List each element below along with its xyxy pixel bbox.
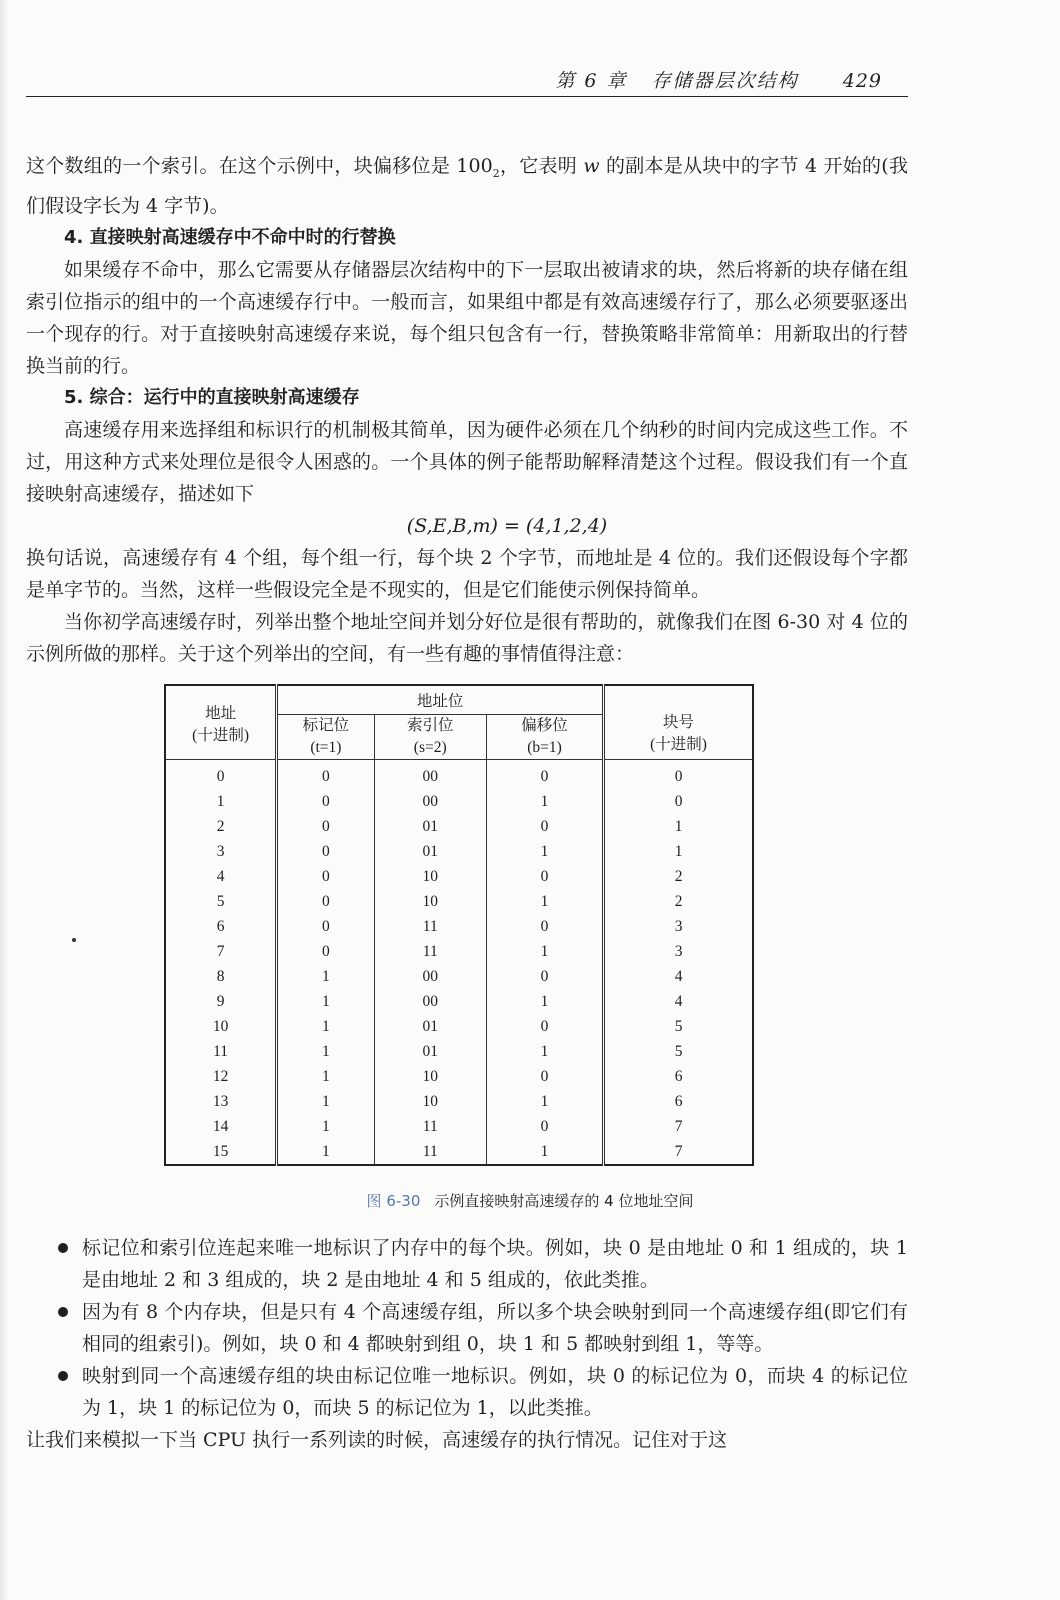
- paragraph-4: 换句话说，高速缓存有 4 个组，每个组一行，每个块 2 个字节，而地址是 4 位的。我们还假设每个字都是单字节的。当然，这样一些假设完全是不现实的，但是它们能使示例保持简单。: [26, 546, 908, 601]
- chapter-label: 第 6 章: [555, 70, 628, 92]
- table-row: [165, 1039, 753, 1064]
- table-cell: 0: [277, 814, 374, 839]
- bullet-item: 标记位和索引位连起来唯一地标识了内存中的每个块。例如，块 0 是由地址 0 和 1 组成的，块 1 是由地址 2 和 3 组成的，块 2 是由地址 4 和 5 组成的，依此类推。: [26, 1232, 908, 1296]
- table-cell: 4: [674, 967, 683, 985]
- table-cell: 3: [674, 942, 683, 960]
- figure-caption-text: 示例直接映射高速缓存的 4 位地址空间: [434, 1192, 694, 1210]
- table-cell: 5: [674, 1017, 683, 1035]
- table-cell: 01: [374, 839, 486, 864]
- table-cell: 5: [216, 892, 225, 910]
- table-cell: 1: [486, 889, 603, 914]
- table-cell: 11: [374, 1114, 486, 1139]
- closing-line: 让我们来模拟一下当 CPU 执行一系列读的时候，高速缓存的执行情况。记住对于这: [26, 1429, 728, 1451]
- table-row: [165, 1064, 753, 1089]
- col-index-header: 索引位 (s=2): [374, 715, 486, 760]
- table-cell: 1: [277, 989, 374, 1014]
- table-cell: 2: [674, 867, 683, 885]
- stray-mark: [72, 938, 76, 942]
- table-cell: 0: [277, 889, 374, 914]
- section-heading-5: 5. 综合：运行中的直接映射高速缓存: [64, 386, 360, 408]
- table-cell: 01: [374, 814, 486, 839]
- table-cell: 0: [674, 792, 683, 810]
- paragraph-1: 这个数组的一个索引。在这个示例中，块偏移位是 $100_2$，它表明 w 的副本是从块中的字节 4 开始的(我们假设字长为 4 字节)。: [26, 155, 908, 217]
- table-cell: 0: [277, 789, 374, 814]
- table-row: [165, 789, 753, 814]
- table-row: [165, 914, 753, 939]
- paragraph-3: 高速缓存用来选择组和标识行的机制极其简单，因为硬件必须在几个纳秒的时间内完成这些工作。不过，用这种方式来处理位是很令人困惑的。一个具体的例子能帮助解释清楚这个过程。假设我们有一个直接映射高速缓存，描述如下: [26, 418, 908, 505]
- bullet-dot: [58, 1307, 68, 1317]
- page-number: 429: [842, 70, 882, 92]
- table-row: [165, 814, 753, 839]
- table-row: [165, 1139, 753, 1165]
- table-cell: 0: [486, 1014, 603, 1039]
- bullet-item: 映射到同一个高速缓存组的块由标记位唯一地标识。例如，块 0 的标记位为 0，而块 4 的标记位为 1，块 1 的标记位为 0，而块 5 的标记位为 1，以此类推。: [26, 1360, 908, 1424]
- table-cell: 1: [277, 1139, 374, 1165]
- table-cell: 1: [277, 1114, 374, 1139]
- table-cell: 15: [212, 1142, 229, 1160]
- table-cell: 0: [486, 864, 603, 889]
- table-cell: 14: [212, 1117, 229, 1135]
- table-cell: 6: [216, 917, 225, 935]
- formula: (S,E,B,m) = (4,1,2,4): [406, 514, 608, 537]
- col-addr-header: 地址 (十进制): [165, 685, 277, 760]
- table-cell: 11: [213, 1042, 229, 1060]
- table-cell: 1: [486, 1139, 603, 1165]
- table-cell: 10: [212, 1017, 229, 1035]
- table-cell: 6: [674, 1092, 683, 1110]
- bullet-item: 因为有 8 个内存块，但是只有 4 个高速缓存组，所以多个块会映射到同一个高速缓存组(即它们有相同的组索引)。例如，块 0 和 4 都映射到组 0，块 1 和 5 都映射到组 1，等等。: [26, 1296, 908, 1360]
- table-cell: 01: [374, 1014, 486, 1039]
- table-cell: 1: [277, 1014, 374, 1039]
- table-cell: 11: [374, 1139, 486, 1165]
- table-cell: 1: [486, 939, 603, 964]
- table-row: [165, 864, 753, 889]
- table-cell: 00: [374, 789, 486, 814]
- bullet-list: [26, 1232, 908, 1456]
- address-table: [164, 684, 754, 1166]
- table-cell: 3: [674, 917, 683, 935]
- table-cell: 1: [277, 1064, 374, 1089]
- table-cell: 1: [486, 1089, 603, 1114]
- table-cell: 0: [486, 1064, 603, 1089]
- table-cell: 1: [486, 1039, 603, 1064]
- chapter-title: 存储器层次结构: [651, 70, 799, 92]
- section-heading-4: 4. 直接映射高速缓存中不命中时的行替换: [64, 226, 396, 248]
- table-cell: 12: [212, 1067, 229, 1085]
- bullet-dot: [58, 1243, 68, 1253]
- table-row: [165, 760, 753, 790]
- table-row: [165, 839, 753, 864]
- table-row: [165, 1089, 753, 1114]
- table-cell: 01: [374, 1039, 486, 1064]
- table-cell: 1: [277, 964, 374, 989]
- table-cell: 7: [674, 1117, 683, 1135]
- table-row: [165, 964, 753, 989]
- table-cell: 00: [374, 760, 486, 790]
- figure-caption: [0, 1190, 1060, 1211]
- main-text: [26, 150, 908, 670]
- table-cell: 10: [374, 864, 486, 889]
- table-cell: 6: [674, 1067, 683, 1085]
- col-block-header: 块号 (十进制): [604, 685, 753, 760]
- table-cell: 9: [216, 992, 225, 1010]
- page-edge: [0, 0, 8, 1600]
- table-cell: 0: [277, 914, 374, 939]
- table-cell: 0: [486, 964, 603, 989]
- address-bits-header: 地址位: [277, 685, 604, 715]
- paragraph-5: 当你初学高速缓存时，列举出整个地址空间并划分好位是很有帮助的，就像我们在图 6-30 对 4 位的示例所做的那样。关于这个列举出的空间，有一些有趣的事情值得注意：: [26, 610, 908, 665]
- table-cell: 1: [486, 989, 603, 1014]
- bullet-dot: [58, 1371, 68, 1381]
- table-cell: 0: [277, 864, 374, 889]
- table-cell: 1: [486, 789, 603, 814]
- table-cell: 11: [374, 914, 486, 939]
- table-cell: 10: [374, 1089, 486, 1114]
- table-cell: 0: [674, 767, 683, 785]
- table-cell: 1: [216, 792, 225, 810]
- table-cell: 0: [486, 914, 603, 939]
- table-cell: 10: [374, 889, 486, 914]
- table-cell: 11: [374, 939, 486, 964]
- table-cell: 1: [674, 817, 683, 835]
- table-cell: 8: [216, 967, 225, 985]
- table-cell: 2: [674, 892, 683, 910]
- table-cell: 0: [486, 1114, 603, 1139]
- table-cell: 0: [486, 814, 603, 839]
- header-rule: [26, 96, 908, 97]
- table-body: [165, 760, 753, 1166]
- table-cell: 0: [277, 760, 374, 790]
- table-cell: 5: [674, 1042, 683, 1060]
- table-row: [165, 1014, 753, 1039]
- col-offset-header: 偏移位 (b=1): [486, 715, 603, 760]
- running-header: [555, 66, 882, 93]
- table-cell: 10: [374, 1064, 486, 1089]
- table-cell: 7: [674, 1142, 683, 1160]
- table-row: [165, 1114, 753, 1139]
- paragraph-2: 如果缓存不命中，那么它需要从存储器层次结构中的下一层取出被请求的块，然后将新的块存储在组索引位指示的组中的一个高速缓存行中。一般而言，如果组中都是有效高速缓存行了，那么必须要驱逐出一个现存的行。对于直接映射高速缓存来说，每个组只包含有一行，替换策略非常简单：用新取出的行替换当前的行。: [26, 258, 908, 377]
- table-cell: 1: [277, 1089, 374, 1114]
- table-cell: 4: [216, 867, 225, 885]
- table-cell: 2: [216, 817, 225, 835]
- table-row: [165, 989, 753, 1014]
- table-cell: 1: [674, 842, 683, 860]
- table-cell: 13: [212, 1092, 229, 1110]
- figure-label: 图 6-30: [366, 1192, 421, 1210]
- table-cell: 0: [486, 760, 603, 790]
- table-cell: 3: [216, 842, 225, 860]
- table-row: [165, 939, 753, 964]
- table-cell: 0: [277, 939, 374, 964]
- table-cell: 0: [216, 767, 225, 785]
- table-cell: 4: [674, 992, 683, 1010]
- table-cell: 0: [277, 839, 374, 864]
- table-cell: 1: [277, 1039, 374, 1064]
- table-cell: 00: [374, 964, 486, 989]
- table-row: [165, 889, 753, 914]
- col-tag-header: 标记位 (t=1): [277, 715, 374, 760]
- table-cell: 1: [486, 839, 603, 864]
- table-cell: 00: [374, 989, 486, 1014]
- table-cell: 7: [216, 942, 225, 960]
